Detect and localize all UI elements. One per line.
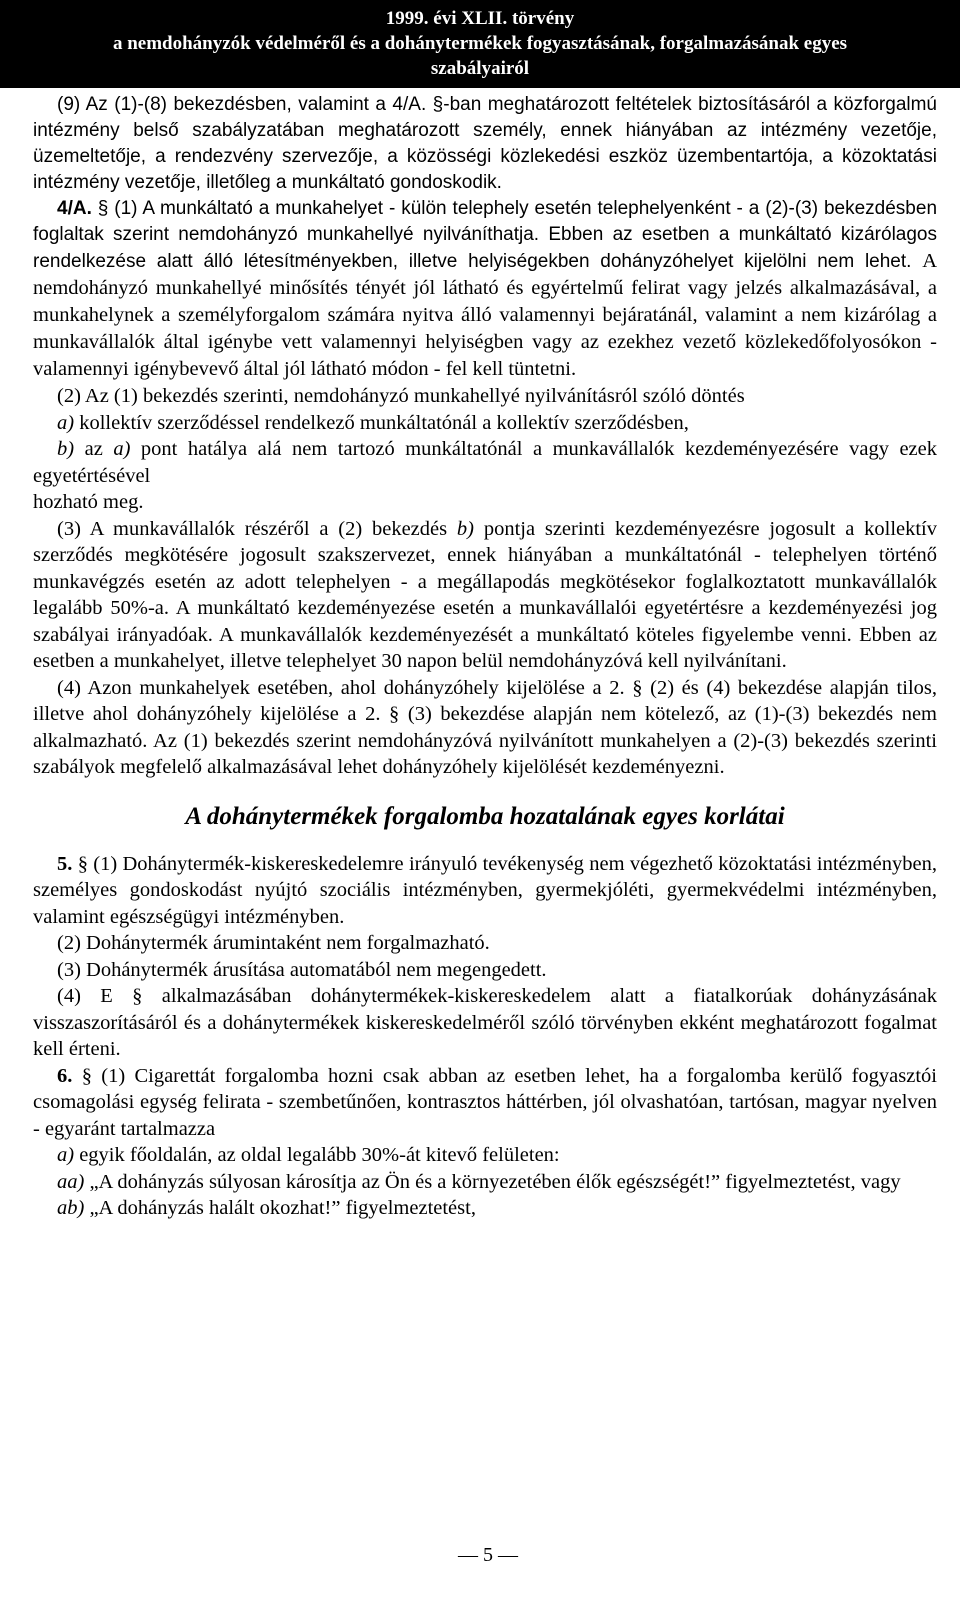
point-text: egyik főoldalán, az oldal legalább 30%-át kitevő felületen:	[79, 1144, 560, 1166]
point-ref: a)	[113, 438, 131, 460]
point-text: pont hatálya alá nem tartozó munkáltatónál a munkavállalók kezdeményezésére vagy ezek egyetértésével	[33, 438, 938, 487]
point-label: a)	[57, 1144, 75, 1166]
page-number	[0, 1544, 960, 1567]
section-4a-paragraph-2-end: hozható meg.	[33, 491, 144, 513]
section-6-paragraph-1	[33, 1063, 937, 1143]
section-6-point-aa	[33, 1169, 937, 1196]
section-text-continued: A nemdohányzó munkahellyé minősítés tényét jól látható és egyértelmű felirat vagy jelzés alkalmazásával, a munkahelynek a személyforgalom számára nyitva álló valamennyi bejáratánál, valamint a nem kizárólag a munkavállalók által igénybe vett valamennyi helyiségben vagy az ezekhez vezető közlekedőfolyosókon - valamennyi igénybevevő által jól látható módon - fel kell tüntetni.	[33, 250, 937, 380]
section-4a-paragraph-2: (2) Az (1) bekezdés szerinti, nemdohányzó munkahellyé nyilvánításról szóló döntés	[57, 385, 745, 407]
document-header	[0, 0, 960, 88]
point-label: a)	[57, 411, 75, 434]
point-text-pre: az	[84, 438, 103, 460]
section-4a-paragraph-1	[33, 196, 937, 383]
point-label: ab)	[57, 1197, 85, 1219]
section-4a-paragraph-4: (4) Azon munkahelyek esetében, ahol dohányzóhely kijelölése a 2. § (2) és (4) bekezdése alapján tilos, illetve ahol dohányzóhely kijelölése a 2. § (3) bekezdése alapján nem kötelező, az (1)-(3) bekezdés nem alkalmazható. Az (1) bekezdés szerint nemdohányzóvá nyilvánított munkahelyen a (2)-(3) bekezdés szerinti szabályok megfelelő alkalmazásával lehet dohányzóhely kijelölését kezdeményezni.	[33, 676, 937, 778]
section-heading: A dohánytermékek forgalomba hozatalának egyes korlátai	[185, 802, 785, 830]
section-5-paragraph-3: (3) Dohánytermék árusítása automatából nem megengedett.	[57, 958, 547, 981]
section-number: 4/A.	[57, 198, 92, 219]
section-6-point-ab	[33, 1195, 937, 1222]
point-ref: b)	[456, 517, 474, 540]
header-subtitle-line1: a nemdohányzók védelméről és a dohánytermékek fogyasztásának, forgalmazásának egyes	[112, 33, 848, 54]
section-4a-paragraph-3	[33, 516, 937, 675]
section-6-point-a	[33, 1142, 937, 1169]
section-number: 5.	[57, 852, 73, 875]
point-text: kollektív szerződéssel rendelkező munkáltatónál a kollektív szerződésben,	[79, 411, 689, 434]
paragraph-text-pre: (3) A munkavállalók részéről a (2) bekezdés	[57, 517, 448, 540]
section-4a-paragraph-2b	[33, 436, 937, 489]
paragraph-9: (9) Az (1)-(8) bekezdésben, valamint a 4/A. §-ban meghatározott feltételek biztosításáról a közforgalmú intézmény belső szabályzatában meghatározott személy, ennek hiányában az intézmény vezetője, üzemeltetője, a rendezvény szervezője, a közösségi közlekedési eszköz üzembentartója, a közoktatási intézmény vezetője, illetőleg a munkáltató gondoskodik.	[33, 94, 937, 193]
document-body	[33, 92, 937, 1222]
section-5-paragraph-1	[33, 851, 937, 931]
point-text: „A dohányzás súlyosan károsítja az Ön és a környezetében élők egészségét!” figyelmeztetést, vagy	[89, 1170, 901, 1193]
section-5-paragraph-2: (2) Dohánytermék áruminta​ként nem forgalmazható.	[57, 932, 490, 954]
header-title: 1999. évi XLII. törvény	[385, 8, 575, 29]
section-number: 6.	[57, 1064, 73, 1087]
point-label: b)	[57, 438, 75, 460]
page-number-text: — 5 —	[458, 1544, 518, 1566]
point-text: „A dohányzás halált okozhat!” figyelmeztetést,	[89, 1197, 476, 1219]
section-5-paragraph-4: (4) E § alkalmazásában dohánytermékek-kiskereskedelem alatt a fiatalkorúak dohányzásának visszaszorításáról és a dohánytermékek kiskereskedelméről szóló törvényben ekként meghatározott fogalmat kell érteni.	[33, 985, 937, 1060]
section-text: § (1) Cigarettát forgalomba hozni csak abban az esetben lehet, ha a forgalomba kerülő fogyasztói csomagolási egység felirata - szembetűnően, kontrasztos háttérben, jól olvashatóan, tartósan, magyar nyelven - egyaránt tartalmazza	[33, 1064, 937, 1140]
point-label: aa)	[57, 1170, 85, 1193]
section-text: § (1) A munkáltató a munkahelyet - külön telephely esetén telephelyenként - a (2)-(3) bekezdésben foglaltak szerint nemdohányzó munkahellyé nyilváníthatja. Ebben az esetben a munkáltató kizárólagos rendelkezése alatt álló létesítményekben, illetve helyiségekben dohányzóhelyet kijelölni nem lehet.	[33, 198, 938, 272]
section-4a-paragraph-2a	[33, 410, 937, 437]
paragraph-text: pontja szerinti kezdeményezésre jogosult a kollektív szerződés megkötésére jogosult szakszervezet, ennek hiányában a munkáltatónál - telephelyen történő munkavégzés esetén az adott telephelyen - a megállapodás megkötésekor foglalkoztatott munkavállalók legalább 50%-a. A munkáltató kezdeményezése esetén a munkavállalói egyetértésre a kezdeményezési jog szabályai irányadóak. A munkavállalók kezdeményezését a munkáltató köteles figyelembe venni. Ebben az esetben a munkahelyet, illetve telephelyet 30 napon belül nemdohányzóvá kell nyilvánítani.	[33, 517, 938, 672]
header-subtitle-line2: szabályairól	[430, 58, 530, 79]
section-text: § (1) Dohánytermék-kiskereskedelemre irányuló tevékenység nem végezhető közoktatási intézményben, személyes gondoskodást nyújtó szociális intézményben, gyermekjóléti, gyermekvédelmi intézményben, valamint egészségügyi intézményben.	[33, 852, 938, 928]
